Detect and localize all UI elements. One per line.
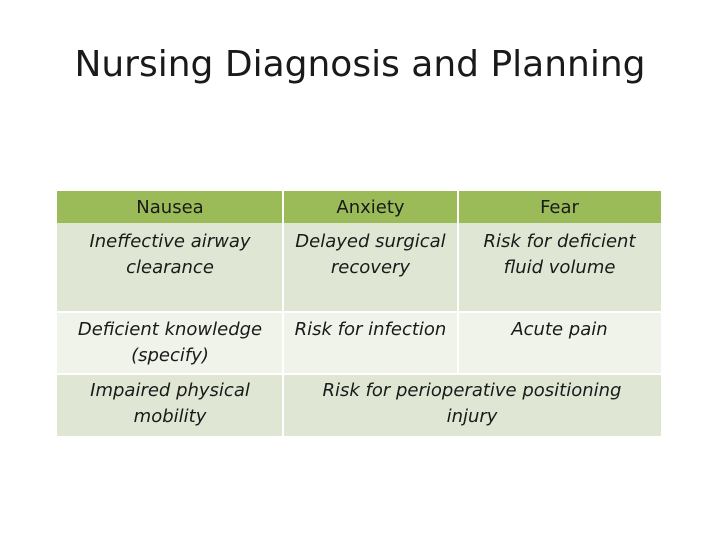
table-cell [57,223,283,312]
table-cell [458,312,661,374]
cell-line: mobility [133,406,207,427]
table-cell [57,374,283,436]
table-cell [57,312,283,374]
cell-line: Risk for deficient [483,231,636,252]
cell-line: Acute pain [511,319,608,340]
cell-line: Deficient knowledge [77,319,263,340]
table-cell [458,223,661,312]
table-cell-merged [283,374,661,436]
diagnosis-table [57,191,661,436]
cell-line: Risk for infection [294,319,447,340]
cell-line: Ineffective airway [89,231,251,252]
table-cell [283,312,458,374]
column-divider [457,191,459,374]
header-text: Nausea [136,197,204,218]
slide-title: Nursing Diagnosis and Planning [74,44,646,85]
header-cell-fear [458,191,661,223]
cell-line: fluid volume [503,257,616,278]
row-divider [57,373,661,375]
cell-line: (specify) [131,345,209,366]
header-text: Anxiety [336,197,405,218]
header-text: Fear [540,197,579,218]
cell-line: injury [446,406,498,427]
cell-line: Delayed surgical [295,231,446,252]
header-cell-anxiety [283,191,458,223]
header-cell-nausea [57,191,283,223]
column-divider [282,191,284,436]
cell-line: recovery [330,257,411,278]
cell-line: clearance [126,257,214,278]
cell-line: Risk for perioperative positioning [322,380,622,401]
row-divider [57,311,661,313]
cell-line: Impaired physical [90,380,250,401]
table-cell [283,223,458,312]
